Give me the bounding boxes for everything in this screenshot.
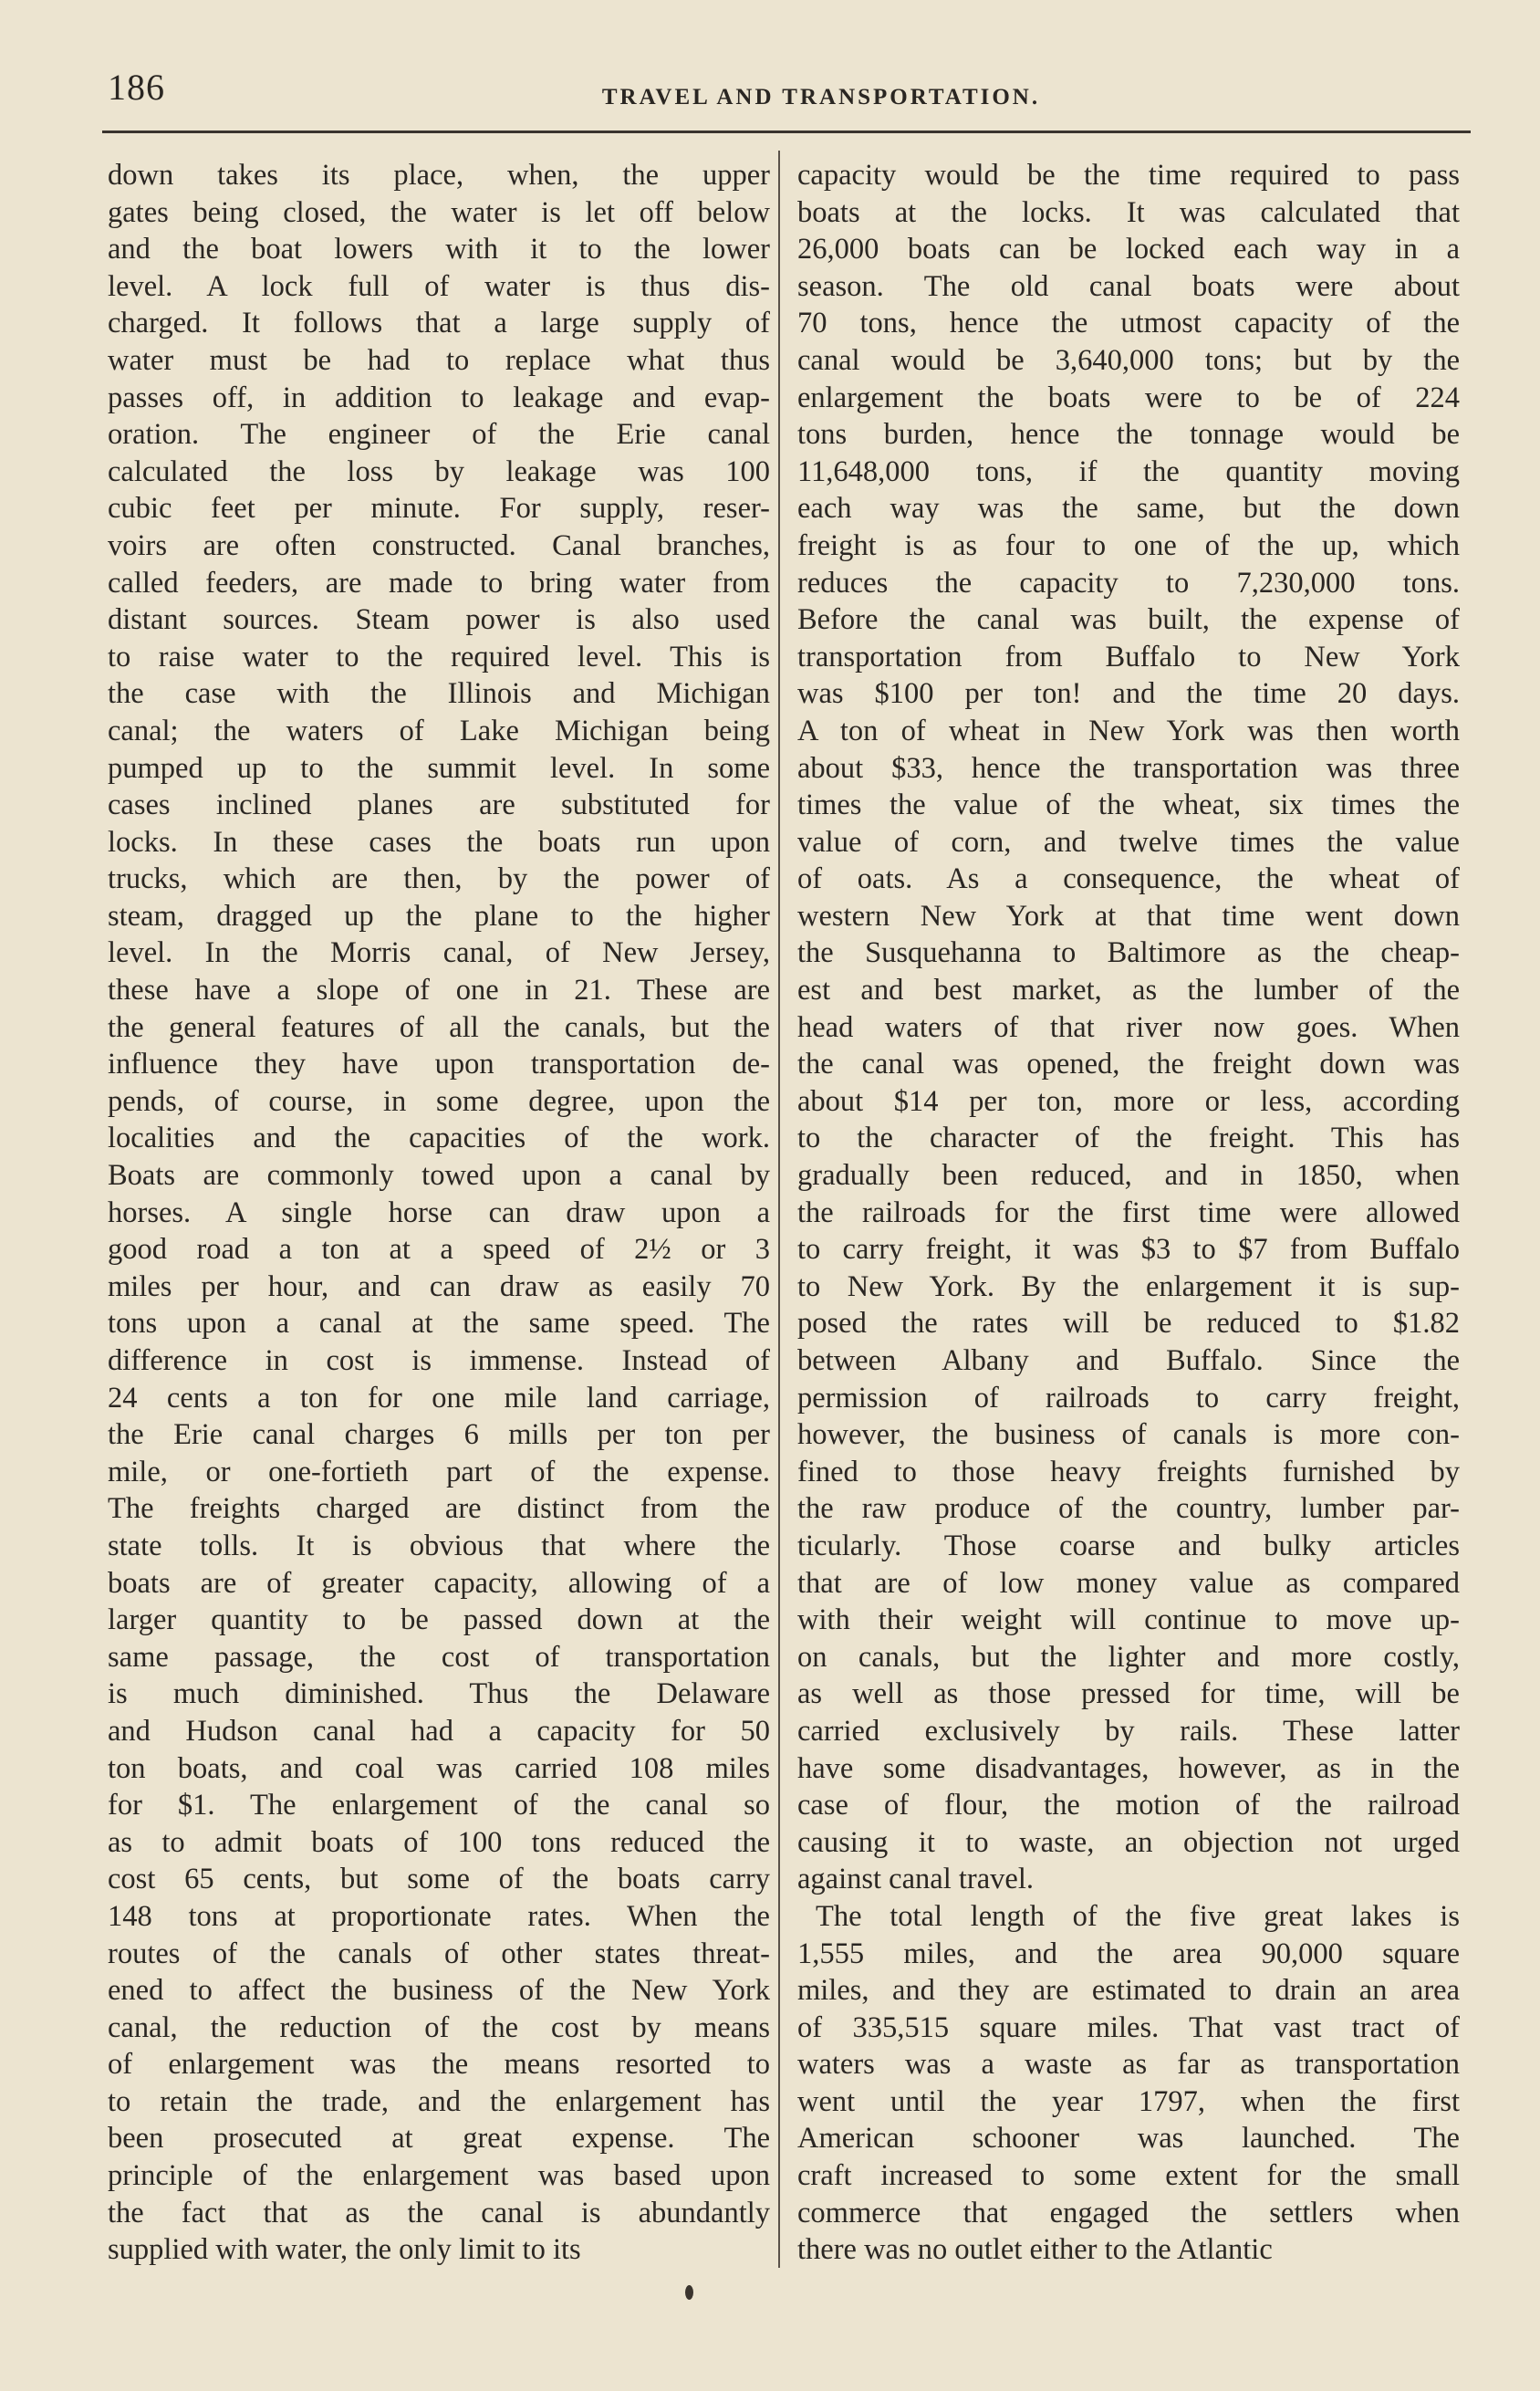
text-line: head waters of that river now goes. When <box>797 1010 1460 1044</box>
text-line: mile, or one-fortieth part of the expense. <box>108 1455 770 1488</box>
text-line: and Hudson canal had a capacity for 50 <box>108 1714 770 1748</box>
text-line: permission of railroads to carry freight, <box>797 1381 1460 1415</box>
text-line: the general features of all the canals, but the <box>108 1010 770 1044</box>
text-line: times the value of the wheat, six times the <box>797 788 1460 822</box>
text-line: state tolls. It is obvious that where the <box>108 1529 770 1562</box>
text-line: calculated the loss by leakage was 100 <box>108 454 770 488</box>
text-line: the canal was opened, the freight down was <box>797 1048 1460 1081</box>
text-line: transportation from Buffalo to New York <box>797 640 1460 673</box>
text-line: went until the year 1797, when the first <box>797 2084 1460 2118</box>
text-line: Before the canal was built, the expense of <box>797 603 1460 637</box>
text-line: with their weight will continue to move up- <box>797 1603 1460 1637</box>
header-rule <box>102 131 1471 133</box>
text-line: 11,648,000 tons, if the quantity moving <box>797 454 1460 488</box>
text-line: however, the business of canals is more con- <box>797 1418 1460 1452</box>
text-line: there was no outlet either to the Atlantic <box>797 2233 1273 2267</box>
text-line: as to admit boats of 100 tons reduced the <box>108 1825 770 1859</box>
text-line: trucks, which are then, by the power of <box>108 862 770 896</box>
text-line: for $1. The enlargement of the canal so <box>108 1789 770 1822</box>
text-line: canal, the reduction of the cost by means <box>108 2010 770 2044</box>
text-line: American schooner was launched. The <box>797 2122 1460 2156</box>
text-line: the railroads for the first time were allowed <box>797 1196 1460 1229</box>
text-line: cases inclined planes are substituted for <box>108 788 770 822</box>
text-line: on canals, but the lighter and more costly, <box>797 1640 1460 1674</box>
text-line: gates being closed, the water is let off below <box>108 195 770 229</box>
text-line: fined to those heavy freights furnished by <box>797 1455 1460 1488</box>
text-line: boats are of greater capacity, allowing of a <box>108 1566 770 1600</box>
text-line: case of flour, the motion of the railroad <box>797 1789 1460 1822</box>
text-line: level. In the Morris canal, of New Jersey, <box>108 936 770 970</box>
text-line: oration. The engineer of the Erie canal <box>108 418 770 452</box>
text-line: between Albany and Buffalo. Since the <box>797 1344 1460 1377</box>
text-line: to retain the trade, and the enlargement has <box>108 2084 770 2118</box>
text-line: gradually been reduced, and in 1850, when <box>797 1159 1460 1193</box>
text-line: boats at the locks. It was calculated that <box>797 195 1460 229</box>
text-line: to New York. By the enlargement it is sup- <box>797 1269 1460 1303</box>
text-column-right <box>797 157 1460 2269</box>
column-divider <box>778 151 780 2268</box>
text-line: same passage, the cost of transportation <box>108 1640 770 1674</box>
text-line: good road a ton at a speed of 2½ or 3 <box>108 1233 770 1267</box>
text-line: voirs are often constructed. Canal branches, <box>108 528 770 562</box>
text-line: down takes its place, when, the upper <box>108 159 770 192</box>
text-line: passes off, in addition to leakage and evap- <box>108 381 770 414</box>
text-line: commerce that engaged the settlers when <box>797 2196 1460 2229</box>
text-line: carried exclusively by rails. These latter <box>797 1714 1460 1748</box>
text-line: supplied with water, the only limit to its <box>108 2233 581 2267</box>
page-number: 186 <box>108 67 165 108</box>
text-line: principle of the enlargement was based upon <box>108 2159 770 2193</box>
text-line: that are of low money value as compared <box>797 1566 1460 1600</box>
text-line: Boats are commonly towed upon a canal by <box>108 1159 770 1193</box>
text-line: to the character of the freight. This has <box>797 1122 1460 1155</box>
text-line: the Susquehanna to Baltimore as the cheap- <box>797 936 1460 970</box>
text-column-left <box>108 157 770 2269</box>
text-line: horses. A single horse can draw upon a <box>108 1196 770 1229</box>
text-line: western New York at that time went down <box>797 899 1460 933</box>
text-line: is much diminished. Thus the Delaware <box>108 1677 770 1711</box>
text-line: craft increased to some extent for the small <box>797 2159 1460 2193</box>
text-line: routes of the canals of other states threat- <box>108 1937 770 1970</box>
text-line: the raw produce of the country, lumber par- <box>797 1492 1460 1526</box>
text-line: as well as those pressed for time, will be <box>797 1677 1460 1711</box>
text-line: A ton of wheat in New York was then worth <box>797 714 1460 747</box>
text-line: distant sources. Steam power is also used <box>108 603 770 637</box>
text-line: against canal travel. <box>797 1863 1034 1896</box>
text-line: difference in cost is immense. Instead of <box>108 1344 770 1377</box>
text-line: to raise water to the required level. This is <box>108 640 770 673</box>
text-line: tons burden, hence the tonnage would be <box>797 418 1460 452</box>
text-line: of enlargement was the means resorted to <box>108 2048 770 2082</box>
text-line: locks. In these cases the boats run upon <box>108 825 770 859</box>
text-line: cubic feet per minute. For supply, reser- <box>108 492 770 526</box>
text-line: and the boat lowers with it to the lower <box>108 233 770 266</box>
text-line: causing it to waste, an objection not urged <box>797 1825 1460 1859</box>
text-line: waters was a waste as far as transportation <box>797 2048 1460 2082</box>
text-line: the fact that as the canal is abundantly <box>108 2196 770 2229</box>
text-line: capacity would be the time required to pass <box>797 159 1460 192</box>
text-line: The freights charged are distinct from the <box>108 1492 770 1526</box>
text-line: value of corn, and twelve times the value <box>797 825 1460 859</box>
text-line: the case with the Illinois and Michigan <box>108 677 770 711</box>
text-line: miles per hour, and can draw as easily 70 <box>108 1269 770 1303</box>
text-line: been prosecuted at great expense. The <box>108 2122 770 2156</box>
text-line: called feeders, are made to bring water from <box>108 566 770 600</box>
text-line: larger quantity to be passed down at the <box>108 1603 770 1637</box>
text-line: est and best market, as the lumber of the <box>797 974 1460 1008</box>
text-line: of 335,515 square miles. That vast tract of <box>797 2010 1460 2044</box>
text-line: steam, dragged up the plane to the higher <box>108 899 770 933</box>
text-line: localities and the capacities of the work. <box>108 1122 770 1155</box>
text-line: influence they have upon transportation de- <box>108 1048 770 1081</box>
text-line: season. The old canal boats were about <box>797 269 1460 303</box>
text-line: pends, of course, in some degree, upon the <box>108 1084 770 1118</box>
text-line: 148 tons at proportionate rates. When the <box>108 1899 770 1933</box>
text-line: ton boats, and coal was carried 108 miles <box>108 1751 770 1785</box>
text-line: of oats. As a consequence, the wheat of <box>797 862 1460 896</box>
text-line: freight is as four to one of the up, which <box>797 528 1460 562</box>
text-line: water must be had to replace what thus <box>108 343 770 377</box>
text-line: charged. It follows that a large supply of <box>108 307 770 340</box>
text-line: these have a slope of one in 21. These are <box>108 974 770 1008</box>
text-line: the Erie canal charges 6 mills per ton per <box>108 1418 770 1452</box>
text-line: 24 cents a ton for one mile land carriage, <box>108 1381 770 1415</box>
text-line: about $14 per ton, more or less, according <box>797 1084 1460 1118</box>
text-line: have some disadvantages, however, as in the <box>797 1751 1460 1785</box>
text-line: about $33, hence the transportation was three <box>797 751 1460 785</box>
text-line: posed the rates will be reduced to $1.82 <box>797 1307 1460 1341</box>
text-line: ened to affect the business of the New York <box>108 1974 770 2008</box>
text-line: pumped up to the summit level. In some <box>108 751 770 785</box>
text-line: 1,555 miles, and the area 90,000 square <box>797 1937 1460 1970</box>
text-line: canal; the waters of Lake Michigan being <box>108 714 770 747</box>
text-line: tons upon a canal at the same speed. The <box>108 1307 770 1341</box>
text-line: was $100 per ton! and the time 20 days. <box>797 677 1460 711</box>
text-line: to carry freight, it was $3 to $7 from Buffalo <box>797 1233 1460 1267</box>
text-line: ticularly. Those coarse and bulky articles <box>797 1529 1460 1562</box>
footer-ornament <box>685 2285 693 2300</box>
text-line: miles, and they are estimated to drain an area <box>797 1974 1460 2008</box>
text-line: 70 tons, hence the utmost capacity of the <box>797 307 1460 340</box>
text-line: 26,000 boats can be locked each way in a <box>797 233 1460 266</box>
text-line: enlargement the boats were to be of 224 <box>797 381 1460 414</box>
text-line: level. A lock full of water is thus dis- <box>108 269 770 303</box>
running-head: TRAVEL AND TRANSPORTATION. <box>601 85 1041 110</box>
text-line: canal would be 3,640,000 tons; but by the <box>797 343 1460 377</box>
text-line: each way was the same, but the down <box>797 492 1460 526</box>
text-line: The total length of the five great lakes is <box>816 1899 1460 1933</box>
text-line: cost 65 cents, but some of the boats carry <box>108 1863 770 1896</box>
text-line: reduces the capacity to 7,230,000 tons. <box>797 566 1460 600</box>
